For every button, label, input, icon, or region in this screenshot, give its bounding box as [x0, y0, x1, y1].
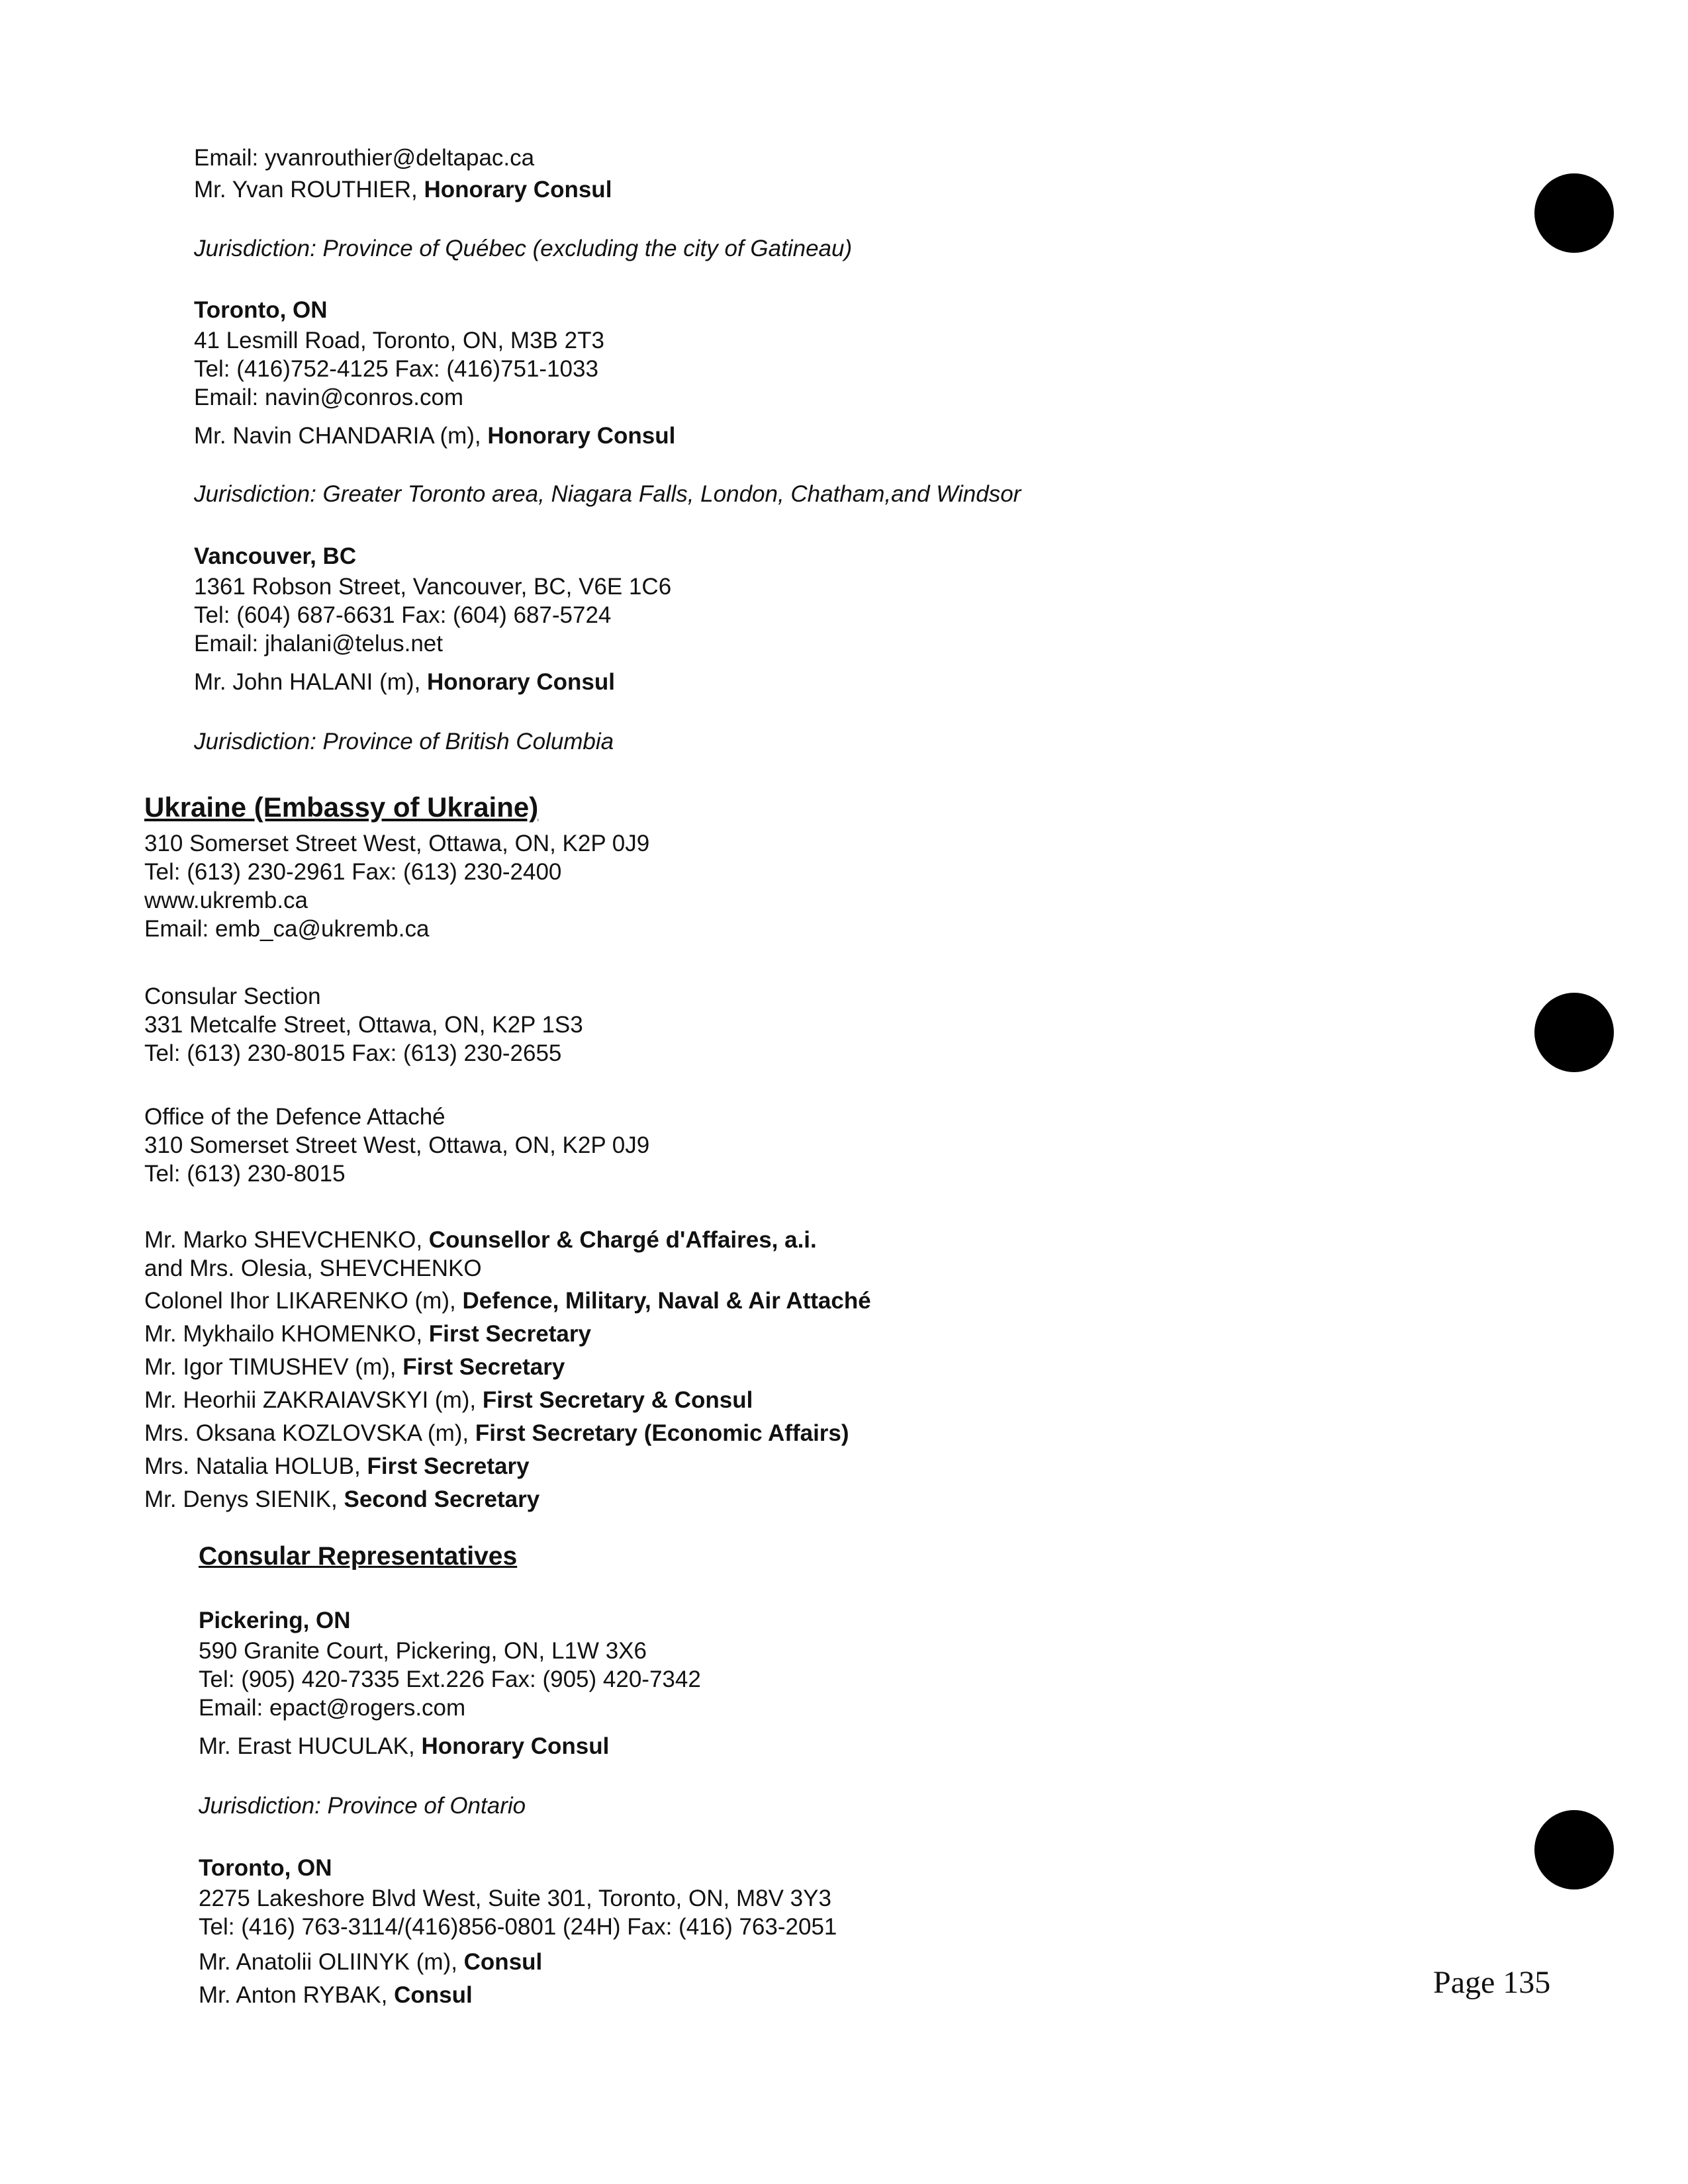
staff-title: First Secretary: [428, 1321, 591, 1347]
vancouver-phone: Tel: (604) 687-6631 Fax: (604) 687-5724: [194, 602, 612, 628]
defence-office-phone: Tel: (613) 230-8015: [144, 1161, 346, 1187]
toronto-consul-name: Mr. Anatolii OLIINYK (m),: [199, 1949, 464, 1975]
pickering-address: 590 Granite Court, Pickering, ON, L1W 3X6: [199, 1638, 647, 1664]
staff-line: [144, 1353, 565, 1381]
ukraine-email: Email: emb_ca@ukremb.ca: [144, 916, 430, 942]
consular-section-title: Consular Section: [144, 983, 321, 1009]
staff-name: Colonel Ihor LIKARENKO (m),: [144, 1288, 463, 1314]
staff-line: [144, 1486, 539, 1514]
quebec-consul: [194, 176, 612, 204]
staff-name: Mr. Mykhailo KHOMENKO,: [144, 1321, 429, 1347]
toronto-consul-title: Consul: [394, 1982, 473, 2008]
staff-name: Mr. Marko SHEVCHENKO,: [144, 1227, 429, 1253]
quebec-jurisdiction: [194, 235, 852, 263]
defence-office-address: 310 Somerset Street West, Ottawa, ON, K2P 0J9: [144, 1132, 650, 1158]
staff-title: First Secretary & Consul: [482, 1387, 753, 1413]
pickering-jurisdiction-text: Province of Ontario: [320, 1793, 526, 1819]
consular-section-address: 331 Metcalfe Street, Ottawa, ON, K2P 1S3: [144, 1012, 583, 1038]
toronto-email: Email: navin@conros.com: [194, 385, 464, 410]
staff-title: First Secretary: [402, 1354, 565, 1380]
ukraine-heading: Ukraine (Embassy of Ukraine): [144, 792, 539, 823]
vancouver-address: 1361 Robson Street, Vancouver, BC, V6E 1C6: [194, 574, 672, 600]
toronto-consulate-phone: Tel: (416) 763-3114/(416)856-0801 (24H) Fax: (416) 763-2051: [199, 1914, 837, 1940]
quebec-email: Email: yvanrouthier@deltapac.ca: [194, 145, 535, 171]
ukraine-phone: Tel: (613) 230-2961 Fax: (613) 230-2400: [144, 859, 562, 885]
vancouver-jurisdiction-text: Province of British Columbia: [316, 729, 614, 754]
page-number: Page 135: [1433, 1965, 1551, 2000]
toronto-consul-line: [199, 1981, 473, 2009]
staff-title: First Secretary (Economic Affairs): [475, 1420, 849, 1446]
staff-line: [144, 1453, 530, 1480]
staff-line: [144, 1320, 591, 1348]
binder-hole-bottom: [1534, 1810, 1614, 1889]
toronto-consul-name: Mr. Anton RYBAK,: [199, 1982, 395, 2008]
toronto-jurisdiction-text: Greater Toronto area, Niagara Falls, London, Chatham,and Windsor: [316, 481, 1021, 507]
staff-title: Second Secretary: [344, 1486, 540, 1512]
vancouver-email: Email: jhalani@telus.net: [194, 631, 443, 657]
toronto-consul-title: Honorary Consul: [487, 423, 676, 449]
defence-office-title: Office of the Defence Attaché: [144, 1104, 445, 1130]
staff-line: [144, 1226, 817, 1254]
toronto-jurisdiction: [194, 480, 1021, 508]
vancouver-consul-name: Mr. John HALANI (m),: [194, 669, 428, 695]
binder-hole-middle: [1534, 993, 1614, 1072]
ukraine-address: 310 Somerset Street West, Ottawa, ON, K2P 0J9: [144, 831, 650, 856]
staff-title: Counsellor & Chargé d'Affaires, a.i.: [428, 1227, 817, 1253]
pickering-city: Pickering, ON: [199, 1608, 351, 1633]
pickering-consul-title: Honorary Consul: [421, 1733, 610, 1759]
toronto-consulate-city: Toronto, ON: [199, 1855, 332, 1881]
toronto-consul: [194, 422, 675, 450]
toronto-consul-title: Consul: [463, 1949, 543, 1975]
staff-name: Mr. Heorhii ZAKRAIAVSKYI (m),: [144, 1387, 483, 1413]
staff-name: Mr. Denys SIENIK,: [144, 1486, 344, 1512]
binder-hole-top: [1534, 173, 1614, 253]
toronto-consul-line: [199, 1948, 542, 1976]
vancouver-city: Vancouver, BC: [194, 543, 357, 569]
consular-section-phone: Tel: (613) 230-8015 Fax: (613) 230-2655: [144, 1040, 562, 1066]
vancouver-jurisdiction-label: Jurisdiction:: [194, 729, 316, 754]
consular-reps-heading: Consular Representatives: [199, 1542, 518, 1570]
staff-line: [144, 1287, 871, 1315]
vancouver-jurisdiction: [194, 728, 614, 756]
staff-line: [144, 1255, 482, 1283]
staff-title: First Secretary: [367, 1453, 530, 1479]
staff-name: Mrs. Natalia HOLUB,: [144, 1453, 367, 1479]
quebec-consul-title: Honorary Consul: [424, 177, 612, 203]
staff-line: [144, 1420, 849, 1447]
toronto-address: 41 Lesmill Road, Toronto, ON, M3B 2T3: [194, 328, 604, 353]
pickering-consul: [199, 1733, 609, 1760]
staff-name: Mr. Igor TIMUSHEV (m),: [144, 1354, 403, 1380]
staff-title: Defence, Military, Naval & Air Attaché: [462, 1288, 871, 1314]
staff-name: Mrs. Oksana KOZLOVSKA (m),: [144, 1420, 475, 1446]
pickering-jurisdiction-label: Jurisdiction:: [199, 1793, 321, 1819]
pickering-phone: Tel: (905) 420-7335 Ext.226 Fax: (905) 420-7342: [199, 1666, 701, 1692]
ukraine-website: www.ukremb.ca: [144, 887, 308, 913]
toronto-consulate-address: 2275 Lakeshore Blvd West, Suite 301, Toronto, ON, M8V 3Y3: [199, 1886, 831, 1911]
vancouver-consul: [194, 668, 615, 696]
vancouver-consul-title: Honorary Consul: [427, 669, 615, 695]
pickering-consul-name: Mr. Erast HUCULAK,: [199, 1733, 422, 1759]
staff-line: [144, 1387, 753, 1414]
quebec-consul-name: Mr. Yvan ROUTHIER,: [194, 177, 424, 203]
staff-name: and Mrs. Olesia, SHEVCHENKO: [144, 1255, 482, 1281]
pickering-jurisdiction: [199, 1792, 526, 1820]
pickering-email: Email: epact@rogers.com: [199, 1695, 466, 1721]
toronto-jurisdiction-label: Jurisdiction:: [194, 481, 316, 507]
toronto-consul-name: Mr. Navin CHANDARIA (m),: [194, 423, 488, 449]
toronto-phone: Tel: (416)752-4125 Fax: (416)751-1033: [194, 356, 598, 382]
quebec-jurisdiction-label: Jurisdiction:: [194, 236, 316, 261]
toronto-city: Toronto, ON: [194, 297, 328, 323]
quebec-jurisdiction-text: Province of Québec (excluding the city of Gatineau): [316, 236, 853, 261]
